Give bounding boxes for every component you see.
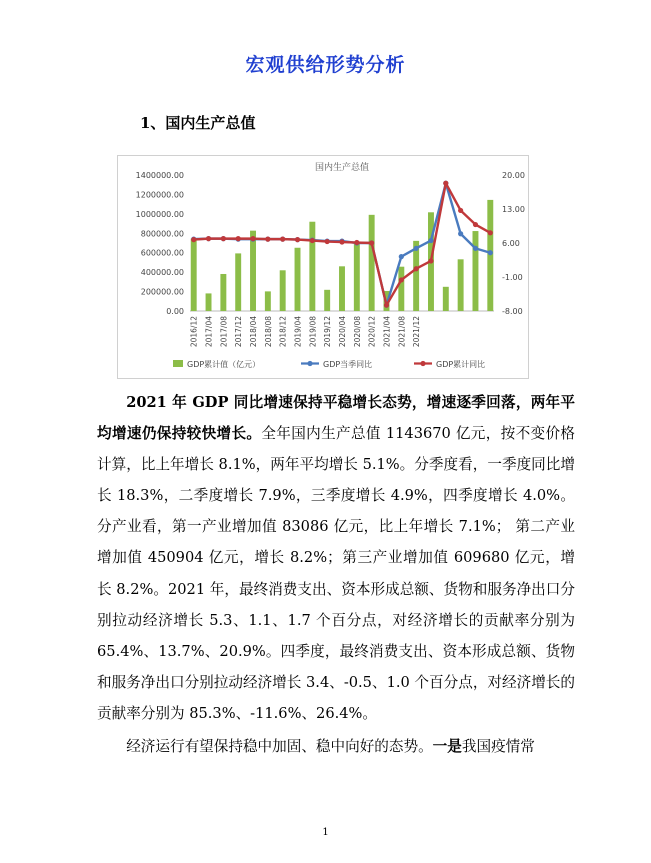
paragraph-2 <box>97 731 575 762</box>
quarterly-yoy-point <box>428 238 433 243</box>
x-tick-label: 2016/12 <box>189 316 199 348</box>
cumulative-yoy-point <box>339 239 344 244</box>
chart-title: 国内生产总值 <box>314 163 370 173</box>
gdp-bar <box>472 231 478 311</box>
paragraph-1 <box>97 387 575 729</box>
legend-swatch <box>173 360 183 367</box>
cumulative-yoy-point <box>236 236 241 241</box>
paragraph-2-body: 经济运行有望保持稳中加固、稳中向好的态势。 <box>126 738 433 756</box>
gdp-bar <box>280 270 286 311</box>
gdp-bar <box>413 241 419 311</box>
x-tick-label: 2020/04 <box>338 316 347 348</box>
x-tick-label: 2019/04 <box>293 316 303 348</box>
cumulative-yoy-point <box>250 236 255 241</box>
body-text <box>97 387 575 762</box>
gdp-bar <box>250 231 256 311</box>
legend-label: GDP累计值（亿元） <box>187 360 261 369</box>
quarterly-yoy-point <box>473 246 478 251</box>
quarterly-yoy-point <box>399 254 404 259</box>
quarterly-yoy-point <box>488 250 493 255</box>
gdp-chart <box>117 155 529 379</box>
x-tick-label: 2017/08 <box>219 316 229 348</box>
legend-label: GDP累计同比 <box>436 360 486 369</box>
paragraph-2-tail: 我国疫情常 <box>461 738 535 756</box>
quarterly-yoy-point <box>458 231 463 236</box>
legend-marker <box>307 361 312 366</box>
x-tick-label: 2018/08 <box>263 316 273 348</box>
left-axis-tick: 800000.00 <box>140 229 184 239</box>
cumulative-yoy-point <box>399 277 404 282</box>
gdp-bar <box>354 242 360 311</box>
gdp-bar <box>369 215 375 311</box>
legend-label: GDP当季同比 <box>323 360 373 369</box>
right-axis-tick: 6.00 <box>502 239 520 248</box>
page-title: 宏观供给形势分析 <box>245 54 406 76</box>
cumulative-yoy-point <box>191 237 196 242</box>
cumulative-yoy-point <box>265 237 270 242</box>
right-axis-tick: 13.00 <box>502 205 525 214</box>
cumulative-yoy-point <box>488 230 493 235</box>
cumulative-yoy-point <box>206 236 211 241</box>
gdp-bar <box>309 222 315 311</box>
gdp-bar <box>443 287 449 311</box>
gdp-bar <box>220 274 226 311</box>
cumulative-yoy-point <box>473 222 478 227</box>
gdp-bar <box>191 239 197 311</box>
cumulative-yoy-point <box>458 208 463 213</box>
x-tick-label: 2020/08 <box>352 316 362 348</box>
cumulative-yoy-point <box>295 237 300 242</box>
gdp-bar <box>398 267 404 311</box>
x-tick-label: 2018/04 <box>249 316 259 348</box>
x-tick-label: 2021/04 <box>382 316 392 348</box>
x-tick-label: 2019/12 <box>323 316 333 348</box>
gdp-bar <box>235 253 241 311</box>
gdp-bar <box>487 200 493 311</box>
gdp-bar <box>324 290 330 311</box>
left-axis-tick: 400000.00 <box>140 268 184 278</box>
legend-marker <box>420 361 425 366</box>
quarterly-yoy-point <box>414 246 419 251</box>
x-tick-label: 2021/08 <box>397 316 407 348</box>
gdp-chart-svg <box>118 156 528 378</box>
right-axis-tick: -8.00 <box>502 307 523 316</box>
paragraph-2-bold: 一是 <box>432 738 462 756</box>
cumulative-yoy-point <box>414 266 419 271</box>
section-heading: 1、国内生产总值 <box>140 114 256 132</box>
cumulative-yoy-point <box>443 181 448 186</box>
gdp-bar <box>206 293 212 311</box>
gdp-bar <box>339 266 345 311</box>
cumulative-yoy-point <box>354 240 359 245</box>
left-axis-tick: 1000000.00 <box>135 209 184 219</box>
x-tick-label: 2018/12 <box>278 316 288 348</box>
left-axis-tick: 200000.00 <box>140 287 184 297</box>
gdp-bar <box>265 291 271 311</box>
left-axis-tick: 1200000.00 <box>135 190 184 200</box>
x-tick-label: 2021/12 <box>412 316 422 348</box>
page-number: 1 <box>322 827 329 838</box>
x-tick-label: 2017/04 <box>204 316 214 348</box>
paragraph-1-body: 全年国内生产总值 1143670 亿元，按不变价格计算，比上年增长 8.1%，两年平均增长 5.1%。分季度看，一季度同比增长 18.3%，二季度增长 7.9%，三季度增长 4.9%，四季度增长 4.0%。分产业看，第一产业增加值 83086 亿元，比上年增长 7.1%； 第二产业增加值 450904 亿元，增长 8.2%；第三产业增加值 609680 亿元，增长 8.2%。2021 年，最终消费支出、资本形成总额、货物和服务净出口分别拉动经济增长 5.3、1.1、1.7 个百分点，对经济增长的贡献率分别为 65.4%、13.7%、20.9%。四季度，最终消费支出、资本形成总额、货物和服务净出口分别拉动经济增长 3.4、-0.5、1.0 个百分点，对经济增长的贡献率分别为 85.3%、-11.6%、26.4%。 <box>97 425 575 722</box>
cumulative-yoy-point <box>384 303 389 308</box>
right-axis-tick: -1.00 <box>502 273 523 282</box>
cumulative-yoy-point <box>280 237 285 242</box>
paragraph-1-lead: 2021 年 GDP 同比增速保持平稳增长态势，增速逐季回落，两年平均增速仍保持较快增长。 <box>97 394 575 443</box>
x-tick-label: 2017/12 <box>234 316 244 348</box>
cumulative-yoy-point <box>369 240 374 245</box>
cumulative-yoy-point <box>325 239 330 244</box>
x-tick-label: 2020/12 <box>367 316 377 348</box>
right-axis-tick: 20.00 <box>502 171 525 180</box>
left-axis-tick: 0.00 <box>166 307 184 316</box>
left-axis-tick: 1400000.00 <box>135 171 184 180</box>
left-axis-tick: 600000.00 <box>140 248 184 258</box>
cumulative-yoy-point <box>310 238 315 243</box>
cumulative-yoy-point <box>221 236 226 241</box>
cumulative-yoy-point <box>428 258 433 263</box>
x-tick-label: 2019/08 <box>308 316 318 348</box>
gdp-bar <box>458 259 464 311</box>
gdp-bar <box>295 248 301 311</box>
